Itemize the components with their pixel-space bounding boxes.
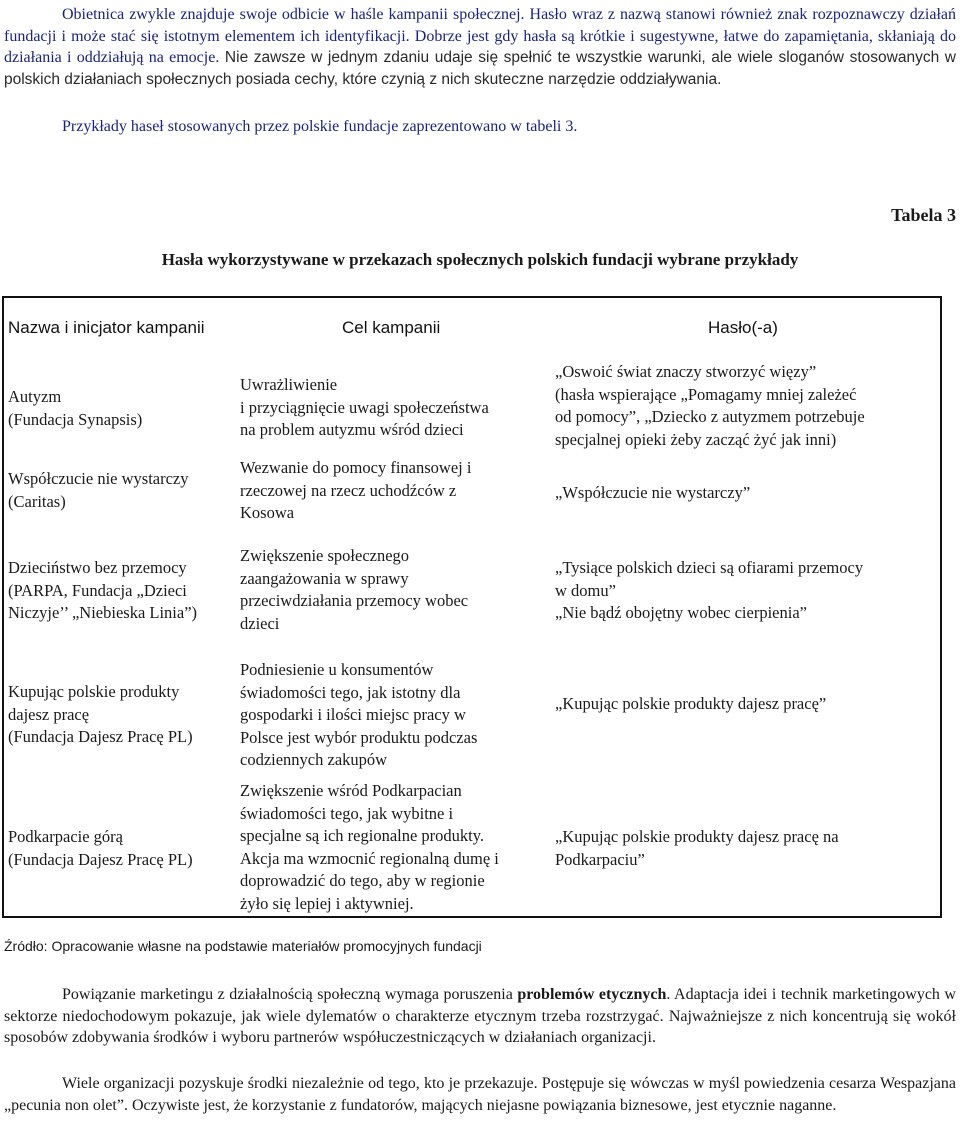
slogan-note-line: (hasła wspierające „Pomagamy mniej zależeć — [555, 384, 857, 404]
name-line: Niczyje’’ „Niebieska Linia”) — [8, 603, 198, 622]
slogan-line: „Kupując polskie produkty dajesz pracę” — [555, 694, 827, 713]
bottom-paragraph-2: Wiele organizacji pozyskuje środki niezależnie od tego, kto je przekazuje. Postępuje się wówczas w myśl powiedzenia cesarza Wespazjana „pecunia non olet”. Oczywiste jest, że korzystanie z fundatorów, mających niejasne powiązania biznesowe, jest etycznie naganne. — [4, 1075, 956, 1114]
slogan-line: „Kupując polskie produkty dajesz pracę na — [555, 827, 839, 846]
intro-sentence-1: Obietnica zwykle znajduje swoje odbicie w haśle kampanii społecznej. Hasło wraz z nazwą stanowi również znak rozpoznawczy działań fundacji i może stać się istotnym elementem ich identyfikacji. Dobrze jest gdy hasła są krótkie i sugestywne, łatwe do zapamiętania, skłaniają do działania i oddziałują na emocje. — [4, 6, 956, 66]
goal-line: i przyciągnięcie uwagi społeczeństwa — [240, 397, 489, 417]
goal-line: świadomości tego, jak istotny dla — [240, 682, 461, 702]
source-note: Źródło: Opracowanie własne na podstawie materiałów promocyjnych fundacji — [4, 938, 482, 954]
header-slogan: Hasło(-a) — [708, 318, 778, 337]
intro-sentence-2: Nie zawsze w jednym zdaniu udaje się spełnić te wszystkie warunki, ale wiele sloganów stosowanych w polskich działaniach społecznych posiada cechy, które czynią z nich skuteczne narzędzie oddziaływania. — [4, 49, 957, 88]
table-row-5-name — [8, 826, 193, 871]
header-name: Nazwa i inicjator kampanii — [8, 318, 205, 337]
name-line: (Fundacja Synapsis) — [8, 409, 143, 429]
slogan-line: „Nie bądź obojętny wobec cierpienia” — [555, 603, 807, 622]
table-title: Hasła wykorzystywane w przekazach społecznych polskich fundacji wybrane przykłady — [161, 250, 799, 269]
p1-text-before: Powiązanie marketingu z działalnością społeczną wymaga poruszenia — [62, 986, 518, 1003]
slogan-line: „Tysiące polskich dzieci są ofiarami przemocy — [555, 558, 864, 577]
table-row-1-slogan — [555, 361, 865, 451]
table-row-2-goal — [240, 457, 471, 525]
slogans-table — [2, 296, 942, 918]
slogan-line: „Współczucie nie wystarczy” — [555, 483, 751, 502]
slogan-note-line: od pomocy”, „Dziecko z autyzmem potrzebuje — [555, 407, 865, 426]
intro-example-text: Przykłady haseł stosowanych przez polskie fundacje zaprezentowano w tabeli 3. — [62, 118, 578, 135]
goal-line: świadomości tego, jak wybitne i — [240, 803, 454, 823]
p1-bold-text: problemów etycznych — [517, 986, 667, 1003]
table-row-1-goal — [240, 374, 489, 442]
goal-line: na problem autyzmu wśród dzieci — [240, 420, 464, 439]
table-row-4-goal — [240, 659, 477, 772]
goal-line: Akcja ma wzmocnić regionalną dumę i — [240, 848, 499, 868]
goal-line: Kosowa — [240, 503, 295, 522]
name-line: dajesz pracę — [8, 704, 90, 724]
name-line: Współczucie nie wystarczy — [8, 469, 189, 488]
goal-line: Podniesienie u konsumentów — [240, 660, 434, 679]
intro-paragraph — [4, 4, 956, 90]
bottom-paragraph-1 — [4, 984, 956, 1049]
table-row-5-goal — [240, 780, 499, 915]
slogan-line: „Oswoić świat znaczy stworzyć więzy” — [555, 362, 817, 381]
header-goal: Cel kampanii — [342, 318, 441, 337]
table-row-5-slogan — [555, 826, 839, 871]
name-line: Podkarpacie górą — [8, 827, 123, 846]
goal-line: zaangażowania w sprawy — [240, 568, 409, 588]
table-row-4-slogan — [555, 693, 826, 716]
goal-line: codziennych zakupów — [240, 750, 388, 769]
goal-line: przeciwdziałania przemocy wobec — [240, 591, 469, 610]
goal-line: doprowadzić do tego, aby w regionie — [240, 871, 485, 890]
goal-line: Zwiększenie wśród Podkarpacian — [240, 781, 462, 800]
table-row-4-name — [8, 681, 193, 749]
goal-line: dzieci — [240, 613, 280, 633]
name-line: (PARPA, Fundacja „Dzieci — [8, 580, 187, 600]
slogan-note-line: specjalnej opieki żeby zacząć żyć jak inni) — [555, 429, 837, 449]
table-row-2-slogan — [555, 482, 750, 505]
name-line: (Fundacja Dajesz Pracę PL) — [8, 849, 193, 869]
intro-example-sentence — [4, 116, 956, 138]
name-line: (Fundacja Dajesz Pracę PL) — [8, 727, 193, 746]
goal-line: Wezwanie do pomocy finansowej i — [240, 458, 472, 477]
goal-line: rzeczowej na rzecz uchodźców z — [240, 480, 457, 500]
name-line: Autyzm — [8, 387, 62, 406]
goal-line: gospodarki i ilości miejsc pracy w — [240, 705, 466, 724]
slogan-line: Podkarpaciu” — [555, 849, 645, 869]
p1-text-after: . Adaptacja idei i technik marketingowych w sektorze niedochodowym pokazuje, jak wiele dylematów o charakterze etycznym trzeba rozstrzygać. Najważniejsze z nich koncentrują się wokół sposobów zdobywania środków i wyboru partnerów współuczestniczących w działaniach organizacji. — [4, 986, 956, 1046]
goal-line: Uwrażliwienie — [240, 375, 338, 394]
goal-line: specjalne są ich regionalne produkty. — [240, 826, 485, 845]
table-row-3-slogan — [555, 557, 863, 625]
table-row-3-goal — [240, 545, 468, 635]
table-row-1-name — [8, 386, 142, 431]
name-line: (Caritas) — [8, 491, 66, 511]
name-line: Dzieciństwo bez przemocy — [8, 558, 187, 577]
table-row-2-name — [8, 468, 189, 513]
table-row-3-name — [8, 557, 197, 625]
goal-line: Polsce jest wybór produktu podczas — [240, 727, 478, 747]
goal-line: żyło się lepiej i aktywniej. — [240, 893, 414, 913]
goal-line: Zwiększenie społecznego — [240, 546, 410, 565]
slogan-line: w domu” — [555, 580, 616, 600]
name-line: Kupując polskie produkty — [8, 682, 180, 701]
table-label: Tabela 3 — [891, 205, 956, 225]
